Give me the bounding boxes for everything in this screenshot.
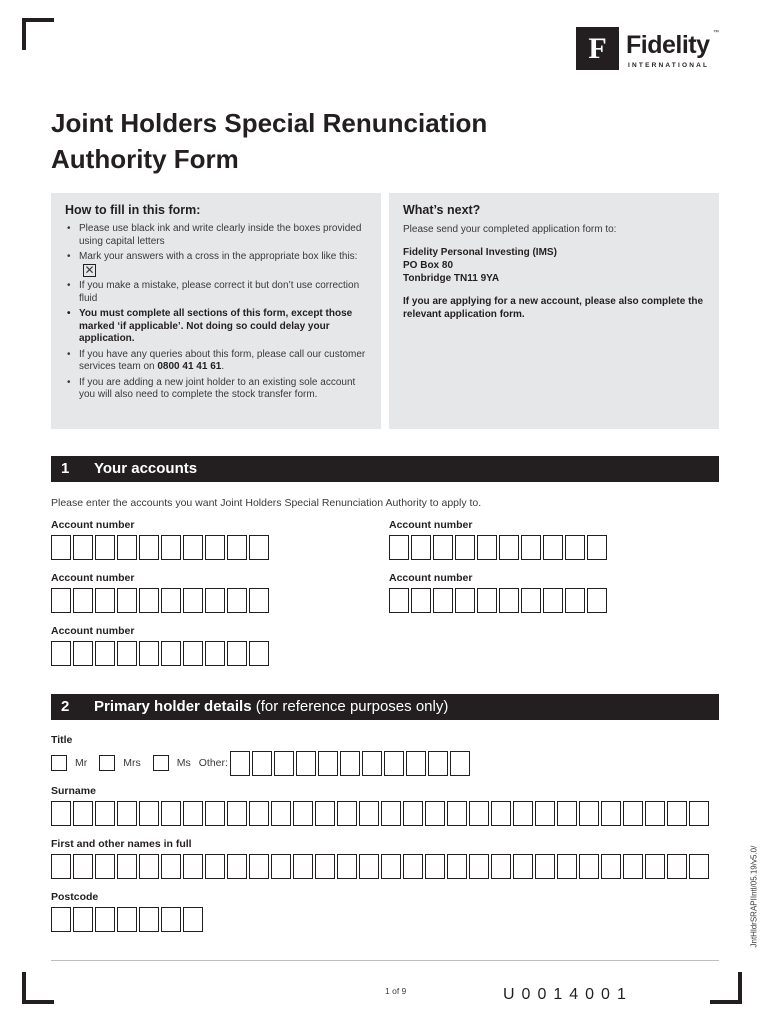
- account-number-field-4[interactable]: [389, 588, 607, 613]
- section-1-header: [51, 456, 719, 482]
- account-number-field-5[interactable]: [51, 641, 269, 666]
- section-title: Your accounts: [94, 460, 198, 477]
- form-reference: U0014001: [503, 986, 633, 1003]
- address-line: PO Box 80: [403, 260, 454, 271]
- how-to-list: [65, 223, 367, 402]
- mr-option-label: Mr: [75, 757, 88, 769]
- ms-option-label: Ms: [176, 757, 191, 769]
- title-options: [51, 749, 470, 777]
- postcode-label: Postcode: [51, 891, 99, 903]
- footer-divider: [51, 960, 719, 961]
- section-title: [94, 694, 448, 720]
- ms-checkbox[interactable]: [153, 755, 169, 771]
- section-subtitle: (for reference purposes only): [255, 698, 449, 715]
- other-label: Other:: [198, 757, 228, 769]
- other-title-field[interactable]: [230, 751, 470, 776]
- how-to-item: • You must complete all sections of this form, except those marked ‘if applicable’. Not doing so could delay your application.: [65, 308, 367, 346]
- account-number-field-1[interactable]: [51, 535, 269, 560]
- first-names-label: First and other names in full: [51, 838, 192, 850]
- postcode-field[interactable]: [51, 907, 203, 932]
- how-to-item: • If you make a mistake, please correct it but don’t use correction fluid: [65, 280, 367, 305]
- how-to-panel: [51, 193, 381, 429]
- account-number-field-3[interactable]: [51, 588, 269, 613]
- section-2-header: [51, 694, 719, 720]
- title-line-1: Joint Holders Special Renunciation: [51, 108, 488, 138]
- crop-mark-top-left: [22, 18, 54, 50]
- account-number-label: Account number: [51, 572, 135, 584]
- how-to-item: • If you are adding a new joint holder to an existing sole account you will also need to complete the stock transfer form.: [65, 377, 367, 402]
- account-number-label: Account number: [389, 572, 473, 584]
- crop-mark-bottom-right: [710, 972, 742, 1004]
- how-to-item: [65, 349, 367, 374]
- whats-next-heading: What’s next?: [403, 203, 481, 217]
- account-number-field-2[interactable]: [389, 535, 607, 560]
- account-number-label: Account number: [389, 519, 473, 531]
- address-line: Fidelity Personal Investing (IMS): [403, 247, 557, 258]
- section-title-text: Primary holder details: [94, 698, 252, 715]
- section-1-intro: Please enter the accounts you want Joint Holders Special Renunciation Authority to apply to.: [51, 497, 482, 509]
- cross-example-icon: ✕: [84, 262, 95, 277]
- how-to-item-text: Mark your answers with a cross in the appropriate box like this:: [79, 251, 358, 262]
- mrs-checkbox[interactable]: [99, 755, 115, 771]
- page-number: 1 of 9: [385, 986, 407, 996]
- whats-next-note: If you are applying for a new account, please also complete the relevant application form.: [403, 296, 704, 320]
- crop-mark-bottom-left: [22, 972, 54, 1004]
- trademark: ™: [713, 30, 719, 36]
- whats-next-intro: Please send your completed application form to:: [403, 224, 617, 235]
- how-to-item: [65, 251, 367, 277]
- mrs-option-label: Mrs: [123, 757, 141, 769]
- whats-next-panel: [389, 193, 719, 429]
- surname-field[interactable]: [51, 801, 709, 826]
- form-version-code: [745, 840, 757, 950]
- title-line-2: Authority Form: [51, 144, 239, 174]
- phone-number: 0800 41 41 61: [157, 361, 222, 373]
- brand-name: Fidelity: [626, 31, 710, 59]
- account-number-label: Account number: [51, 519, 135, 531]
- first-names-field[interactable]: [51, 854, 709, 879]
- mr-checkbox[interactable]: [51, 755, 67, 771]
- phone-suffix: .: [221, 361, 225, 373]
- surname-label: Surname: [51, 785, 96, 797]
- page-title: [51, 105, 487, 177]
- address-line: Tonbridge TN11 9YA: [403, 273, 500, 284]
- how-to-item-text: If you have any queries about this form, please call our customer services team on: [79, 348, 366, 373]
- account-number-label: Account number: [51, 625, 135, 637]
- fidelity-mark-icon: F: [576, 27, 619, 70]
- form-version-text: JntHldrSRAPIIntl/05.19/v5.0/: [749, 845, 759, 948]
- title-label: Title: [51, 734, 73, 746]
- fidelity-logo: [576, 27, 726, 71]
- section-number: 2: [61, 698, 70, 715]
- brand-tagline: INTERNATIONAL: [628, 62, 710, 69]
- how-to-heading: How to fill in this form:: [65, 203, 201, 217]
- how-to-item: • Please use black ink and write clearly inside the boxes provided using capital letters: [65, 223, 367, 248]
- section-number: 1: [61, 460, 70, 477]
